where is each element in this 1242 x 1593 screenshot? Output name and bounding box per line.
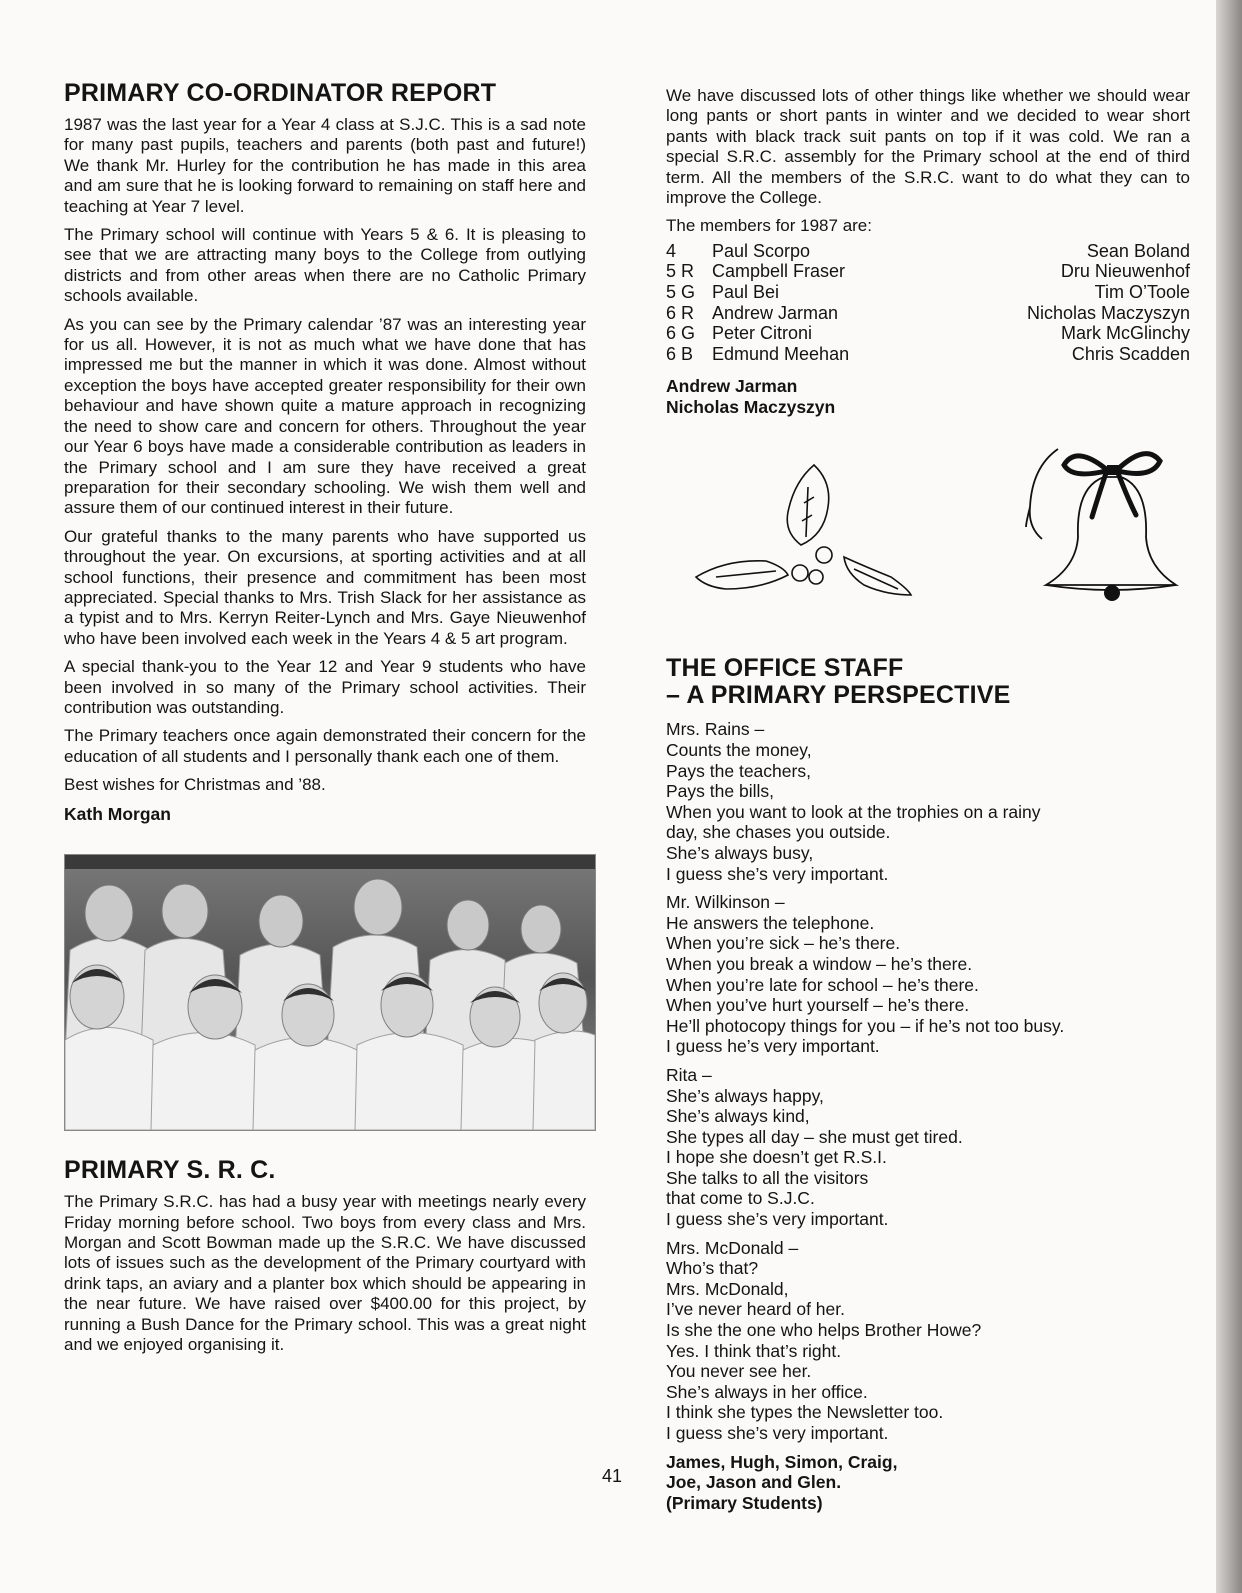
- member-name: Sean Boland: [1086, 240, 1190, 261]
- report-signature: Kath Morgan: [64, 803, 171, 824]
- poem-authors: (Primary Students): [666, 1492, 823, 1513]
- poem-line: She types all day – she must get tired.: [666, 1126, 963, 1147]
- member-class: 6 R: [666, 302, 695, 323]
- poem-stanza: [666, 892, 1190, 1057]
- poem-line: day, she chases you outside.: [666, 822, 891, 843]
- poem-line: I guess she’s very important.: [666, 1209, 889, 1230]
- poem-line: Yes. I think that’s right.: [666, 1340, 842, 1361]
- poem-stanza: [666, 1065, 1190, 1230]
- member-row: [666, 282, 1190, 303]
- report-paragraph: The Primary school will continue with Years 5 & 6. It is pleasing to see that we are attracting many boys to the College from outlying districts and from other areas when there are no Catholic Primary schools available.: [64, 225, 586, 306]
- member-name: Campbell Fraser: [712, 261, 846, 282]
- src-signature: Nicholas Maczyszyn: [666, 396, 836, 417]
- primary-src-title: PRIMARY S. R. C.: [64, 1156, 276, 1185]
- christmas-decorations: [666, 427, 1190, 647]
- member-row: [666, 261, 1190, 282]
- member-name: Paul Scorpo: [712, 240, 811, 261]
- poem-line: She’s always happy,: [666, 1085, 824, 1106]
- poem-line: Rita –: [666, 1064, 712, 1085]
- poem-line: You never see her.: [666, 1361, 812, 1382]
- member-class: 5 G: [666, 282, 696, 303]
- poem-line: She talks to all the visitors: [666, 1167, 869, 1188]
- poem-line: He’ll photocopy things for you – if he’s not too busy.: [666, 1015, 1065, 1036]
- poem-line: Who’s that?: [666, 1258, 759, 1279]
- poem-stanza: [666, 719, 1190, 884]
- members-intro: The members for 1987 are:: [666, 216, 872, 236]
- member-row: [666, 241, 1190, 262]
- poem-line: She’s always in her office.: [666, 1381, 868, 1402]
- page-edge: [1216, 0, 1242, 1593]
- report-paragraph: Best wishes for Christmas and ’88.: [64, 775, 326, 795]
- poem-line: He answers the telephone.: [666, 912, 875, 933]
- poem-line: I guess she’s very important.: [666, 863, 889, 884]
- member-name: Chris Scadden: [1071, 343, 1190, 364]
- member-row: [666, 323, 1190, 344]
- page-number: 41: [602, 1466, 623, 1486]
- member-name: Peter Citroni: [712, 323, 813, 344]
- left-column: [64, 80, 586, 1363]
- src-continued-paragraph: We have discussed lots of other things like whether we should wear long pants or short pants in winter and we decided to wear short pants with black track suit pants on top if it was cold. We ran a special S.R.C. assembly for the Primary school at the end of third term. All the members of the S.R.C. want to do what they can to improve the College.: [666, 86, 1190, 208]
- poem-line: When you’re sick – he’s there.: [666, 933, 901, 954]
- poem-line: Mrs. McDonald –: [666, 1237, 799, 1258]
- report-paragraph: As you can see by the Primary calendar ’87 was an interesting year for us all. However, it is not as much what we have done that has impressed me but the manner in which it was done. Almost without exception the boys have accepted greater responsibility for their own behaviour and have shown quite a mature approach in recognizing the need to show care and concern for others. Throughout the year our Year 6 boys have made a considerable contribution as leaders in the Primary school and I am sure they have received a great preparation for their secondary schooling. We wish them well and assure them of our continued interest in their future.: [64, 314, 586, 518]
- poem-line: Is she the one who helps Brother Howe?: [666, 1320, 982, 1341]
- member-name: Dru Nieuwenhof: [1060, 261, 1190, 282]
- coordinator-report-title: PRIMARY CO-ORDINATOR REPORT: [64, 79, 497, 107]
- poem-line: that come to S.J.C.: [666, 1188, 815, 1209]
- member-name: Mark McGlinchy: [1060, 323, 1190, 344]
- poem-line: Counts the money,: [666, 740, 812, 760]
- office-staff-poem: [666, 719, 1190, 1443]
- report-paragraph: 1987 was the last year for a Year 4 class at S.J.C. This is a sad note for many past pupils, teachers and parents (both past and future!) We thank Mr. Hurley for the contribution he has made in this area and am sure that he is looking forward to remaining on staff here and teaching at Year 7 level.: [64, 115, 586, 216]
- office-staff-title: THE OFFICE STAFF: [666, 654, 904, 683]
- report-paragraph: The Primary teachers once again demonstrated their concern for the education of all students and I personally thank each one of them.: [64, 726, 586, 766]
- report-paragraph: Our grateful thanks to the many parents who have supported us throughout the year. On excursions, at sporting activities and at all school functions, their presence and commitment has been most appreciated. Special thanks to Mrs. Trish Slack for her assistance as a typist and to Mrs. Kerryn Reiter-Lynch and Mrs. Gaye Nieuwenhof who have been involved each week in the Years 4 & 5 art program.: [64, 526, 586, 648]
- member-name: Andrew Jarman: [712, 302, 839, 323]
- poem-line: Pays the bills,: [666, 781, 774, 802]
- poem-line: I guess he’s very important.: [666, 1036, 880, 1057]
- src-paragraph: The Primary S.R.C. has had a busy year with meetings nearly every Friday morning before school. Two boys from every class and Mrs. Morgan and Scott Bowman made up the S.R.C. We have discussed lots of issues such as the development of the Primary courtyard with drink taps, an aviary and a planter box which should be appearing in the near future. We have raised over $400.00 for this project, by running a Bush Dance for the Primary school. This was a great night and we enjoyed organising it.: [64, 1192, 586, 1354]
- poem-line: I guess she’s very important.: [666, 1423, 889, 1443]
- right-column: [666, 86, 1190, 1523]
- poem-line: I think she types the Newsletter too.: [666, 1402, 944, 1423]
- member-class: 4: [666, 240, 677, 261]
- office-staff-subtitle: – A PRIMARY PERSPECTIVE: [666, 681, 1011, 710]
- poem-line: Mr. Wilkinson –: [666, 892, 785, 913]
- poem-line: Mrs. Rains –: [666, 719, 765, 740]
- poem-line: Mrs. McDonald,: [666, 1278, 789, 1299]
- class-photo: [64, 854, 596, 1131]
- poem-line: She’s always busy,: [666, 842, 814, 863]
- poem-line: When you’ve hurt yourself – he’s there.: [666, 995, 970, 1016]
- member-name: Paul Bei: [712, 282, 780, 303]
- member-class: 5 R: [666, 261, 695, 282]
- poem-line: Pays the teachers,: [666, 760, 811, 781]
- poem-line: When you want to look at the trophies on a rainy: [666, 801, 1041, 822]
- member-class: 6 G: [666, 323, 696, 344]
- poem-line: I’ve never heard of her.: [666, 1299, 845, 1320]
- report-paragraph: A special thank-you to the Year 12 and Year 9 students who have been involved in so many of the Primary school activities. Their contribution was outstanding.: [64, 657, 586, 717]
- member-name: Nicholas Maczyszyn: [1026, 302, 1190, 323]
- holly-and-bell-icon: [666, 427, 1190, 627]
- member-name: Edmund Meehan: [712, 343, 850, 364]
- poem-line: When you break a window – he’s there.: [666, 953, 973, 974]
- poem-authors: Joe, Jason and Glen.: [666, 1472, 842, 1493]
- poem-stanza: [666, 1238, 1190, 1444]
- poem-line: She’s always kind,: [666, 1106, 810, 1127]
- members-list: [666, 241, 1190, 365]
- member-name: Tim O’Toole: [1094, 282, 1190, 303]
- poem-line: When you’re late for school – he’s there.: [666, 974, 979, 995]
- poem-line: I hope she doesn’t get R.S.I.: [666, 1147, 887, 1168]
- member-row: [666, 303, 1190, 324]
- member-row: [666, 344, 1190, 365]
- member-class: 6 B: [666, 343, 694, 364]
- poem-authors: James, Hugh, Simon, Craig,: [666, 1451, 898, 1472]
- src-signature: Andrew Jarman: [666, 376, 798, 397]
